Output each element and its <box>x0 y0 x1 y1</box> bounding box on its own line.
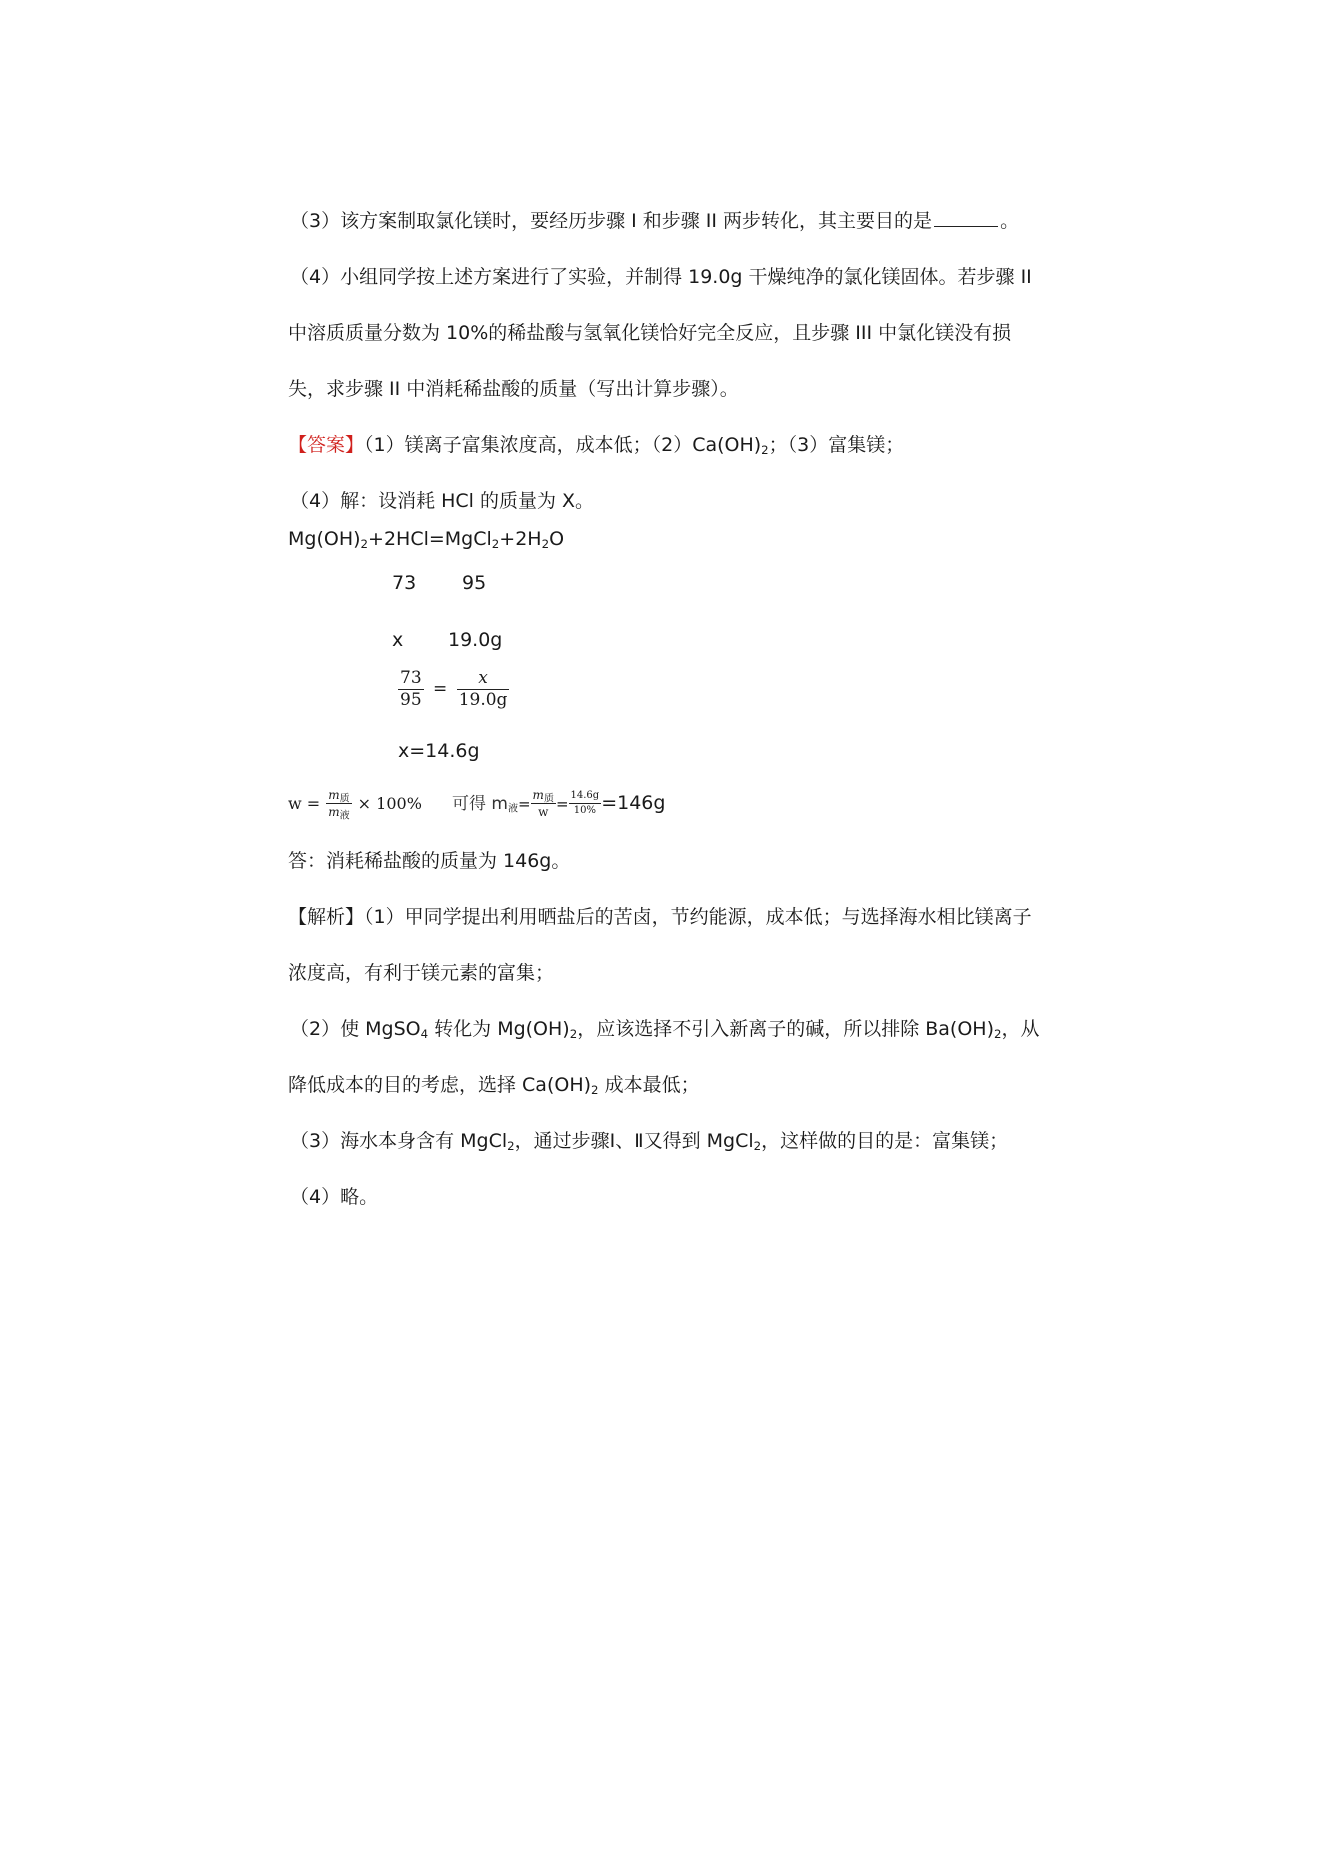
p3-2: ，通过步骤Ⅰ、Ⅱ又得到 MgCl <box>514 1130 754 1152</box>
p2a-2: 转化为 Mg(OH) <box>428 1018 570 1040</box>
p2a-sub-2: 2 <box>569 1026 578 1041</box>
p2b-1: 降低成本的目的考虑，选择 Ca(OH) <box>288 1074 592 1096</box>
x-result: x=14.6g <box>398 740 480 762</box>
eq-part-d: O <box>549 528 565 550</box>
f3-den: 10% <box>573 805 596 816</box>
analysis-line-6: （4）略。 <box>290 1186 379 1208</box>
analysis-line-2: 浓度高，有利于镁元素的富集； <box>288 962 555 984</box>
final-mass-result: =146g <box>601 792 666 814</box>
p2a-sub-1: 4 <box>420 1026 429 1041</box>
p2a-sub-3: 2 <box>994 1026 1002 1041</box>
fraction-left-numerator: 73 <box>400 668 422 688</box>
w-times: × 100% <box>357 794 422 813</box>
fraction-left <box>398 670 424 709</box>
fraction-right-numerator: x <box>457 670 510 690</box>
unknown-x: x <box>392 629 404 651</box>
solution-intro: （4）解：设消耗 HCl 的质量为 X。 <box>290 490 595 512</box>
solution-conclusion: 答：消耗稀盐酸的质量为 146g。 <box>288 850 571 872</box>
chemical-equation <box>288 526 564 552</box>
answer-label: 【答案】 <box>288 434 365 456</box>
fraction-left-denominator: 95 <box>400 690 422 710</box>
answer-subscript: 2 <box>761 442 769 457</box>
analysis-label: 【解析】 <box>288 906 365 928</box>
w-fraction <box>326 788 351 822</box>
analysis-line-3 <box>290 1016 1040 1042</box>
equals-sign: = <box>433 679 448 699</box>
w-num-m: m <box>328 788 340 802</box>
eq-sub-c: 2 <box>541 536 550 551</box>
numeric-fraction <box>569 791 602 816</box>
answer-line <box>288 432 904 458</box>
p3-3: ，这样做的目的是：富集镁； <box>761 1130 1009 1152</box>
answer-blank <box>934 208 998 227</box>
answer-text-tail: ；（3）富集镁； <box>768 434 905 456</box>
question-4-line-1: （4）小组同学按上述方案进行了实验，并制得 19.0g 干燥纯净的氯化镁固体。若步骤 II <box>290 266 1032 288</box>
f2-den: w <box>538 805 549 819</box>
p2b-sub-1: 2 <box>591 1082 599 1097</box>
question-3-end: 。 <box>1000 210 1020 232</box>
proportion-equation <box>398 670 509 709</box>
p3-sub-1: 2 <box>507 1138 515 1153</box>
eq-sign-1: = <box>517 795 531 813</box>
p3-1: （3）海水本身含有 MgCl <box>290 1130 508 1152</box>
p2a-4: ，从 <box>1001 1018 1040 1040</box>
f2-num-m: m <box>532 788 544 802</box>
w-num-sub: 质 <box>339 793 350 805</box>
molar-mass-hcl: 73 <box>392 572 417 594</box>
w-label: w = <box>288 794 321 813</box>
p2a-1: （2）使 MgSO <box>290 1018 421 1040</box>
f3-num: 14.6g <box>569 791 602 804</box>
eq-sub-b: 2 <box>491 536 500 551</box>
fraction-right <box>457 670 510 709</box>
can-get-text: 可得 m <box>452 794 508 814</box>
f2-num-sub: 质 <box>543 793 554 805</box>
mass-fraction-formula <box>288 786 665 821</box>
analysis-line-5 <box>290 1128 1008 1154</box>
analysis-p1a: （1）甲同学提出利用晒盐后的苦卤，节约能源，成本低；与选择海水相比镁离子 <box>364 906 1032 928</box>
p2a-3: ，应该选择不引入新离子的碱，所以排除 Ba(OH) <box>577 1018 995 1040</box>
eq-sub-a: 2 <box>360 536 369 551</box>
question-3 <box>290 208 1019 234</box>
p2b-2: 成本最低； <box>598 1074 700 1096</box>
answer-text: （1）镁离子富集浓度高，成本低；（2）Ca(OH) <box>364 434 762 456</box>
molar-mass-mgcl2: 95 <box>462 572 487 594</box>
w-den-m: m <box>328 805 340 819</box>
analysis-line-4 <box>288 1072 700 1098</box>
given-mass: 19.0g <box>448 629 503 651</box>
eq-part-c: +2H <box>499 528 542 550</box>
p3-sub-2: 2 <box>753 1138 762 1153</box>
fraction-right-denominator: 19.0g <box>458 690 508 710</box>
question-4-line-2: 中溶质质量分数为 10%的稀盐酸与氢氧化镁恰好完全反应，且步骤 III 中氯化镁没有损 <box>288 322 1012 344</box>
eq-sign-2: = <box>555 795 569 813</box>
can-get-sub: 液 <box>507 803 518 815</box>
w-den-sub: 液 <box>339 810 350 822</box>
question-4-line-3: 失，求步骤 II 中消耗稀盐酸的质量（写出计算步骤）。 <box>288 378 739 400</box>
analysis-line-1 <box>288 904 1032 930</box>
eq-part-b: +2HCl=MgCl <box>368 528 492 550</box>
m-over-w-fraction <box>531 789 556 818</box>
question-3-text: （3）该方案制取氯化镁时，要经历步骤 I 和步骤 II 两步转化，其主要目的是 <box>290 210 933 232</box>
eq-part-a: Mg(OH) <box>288 528 361 550</box>
